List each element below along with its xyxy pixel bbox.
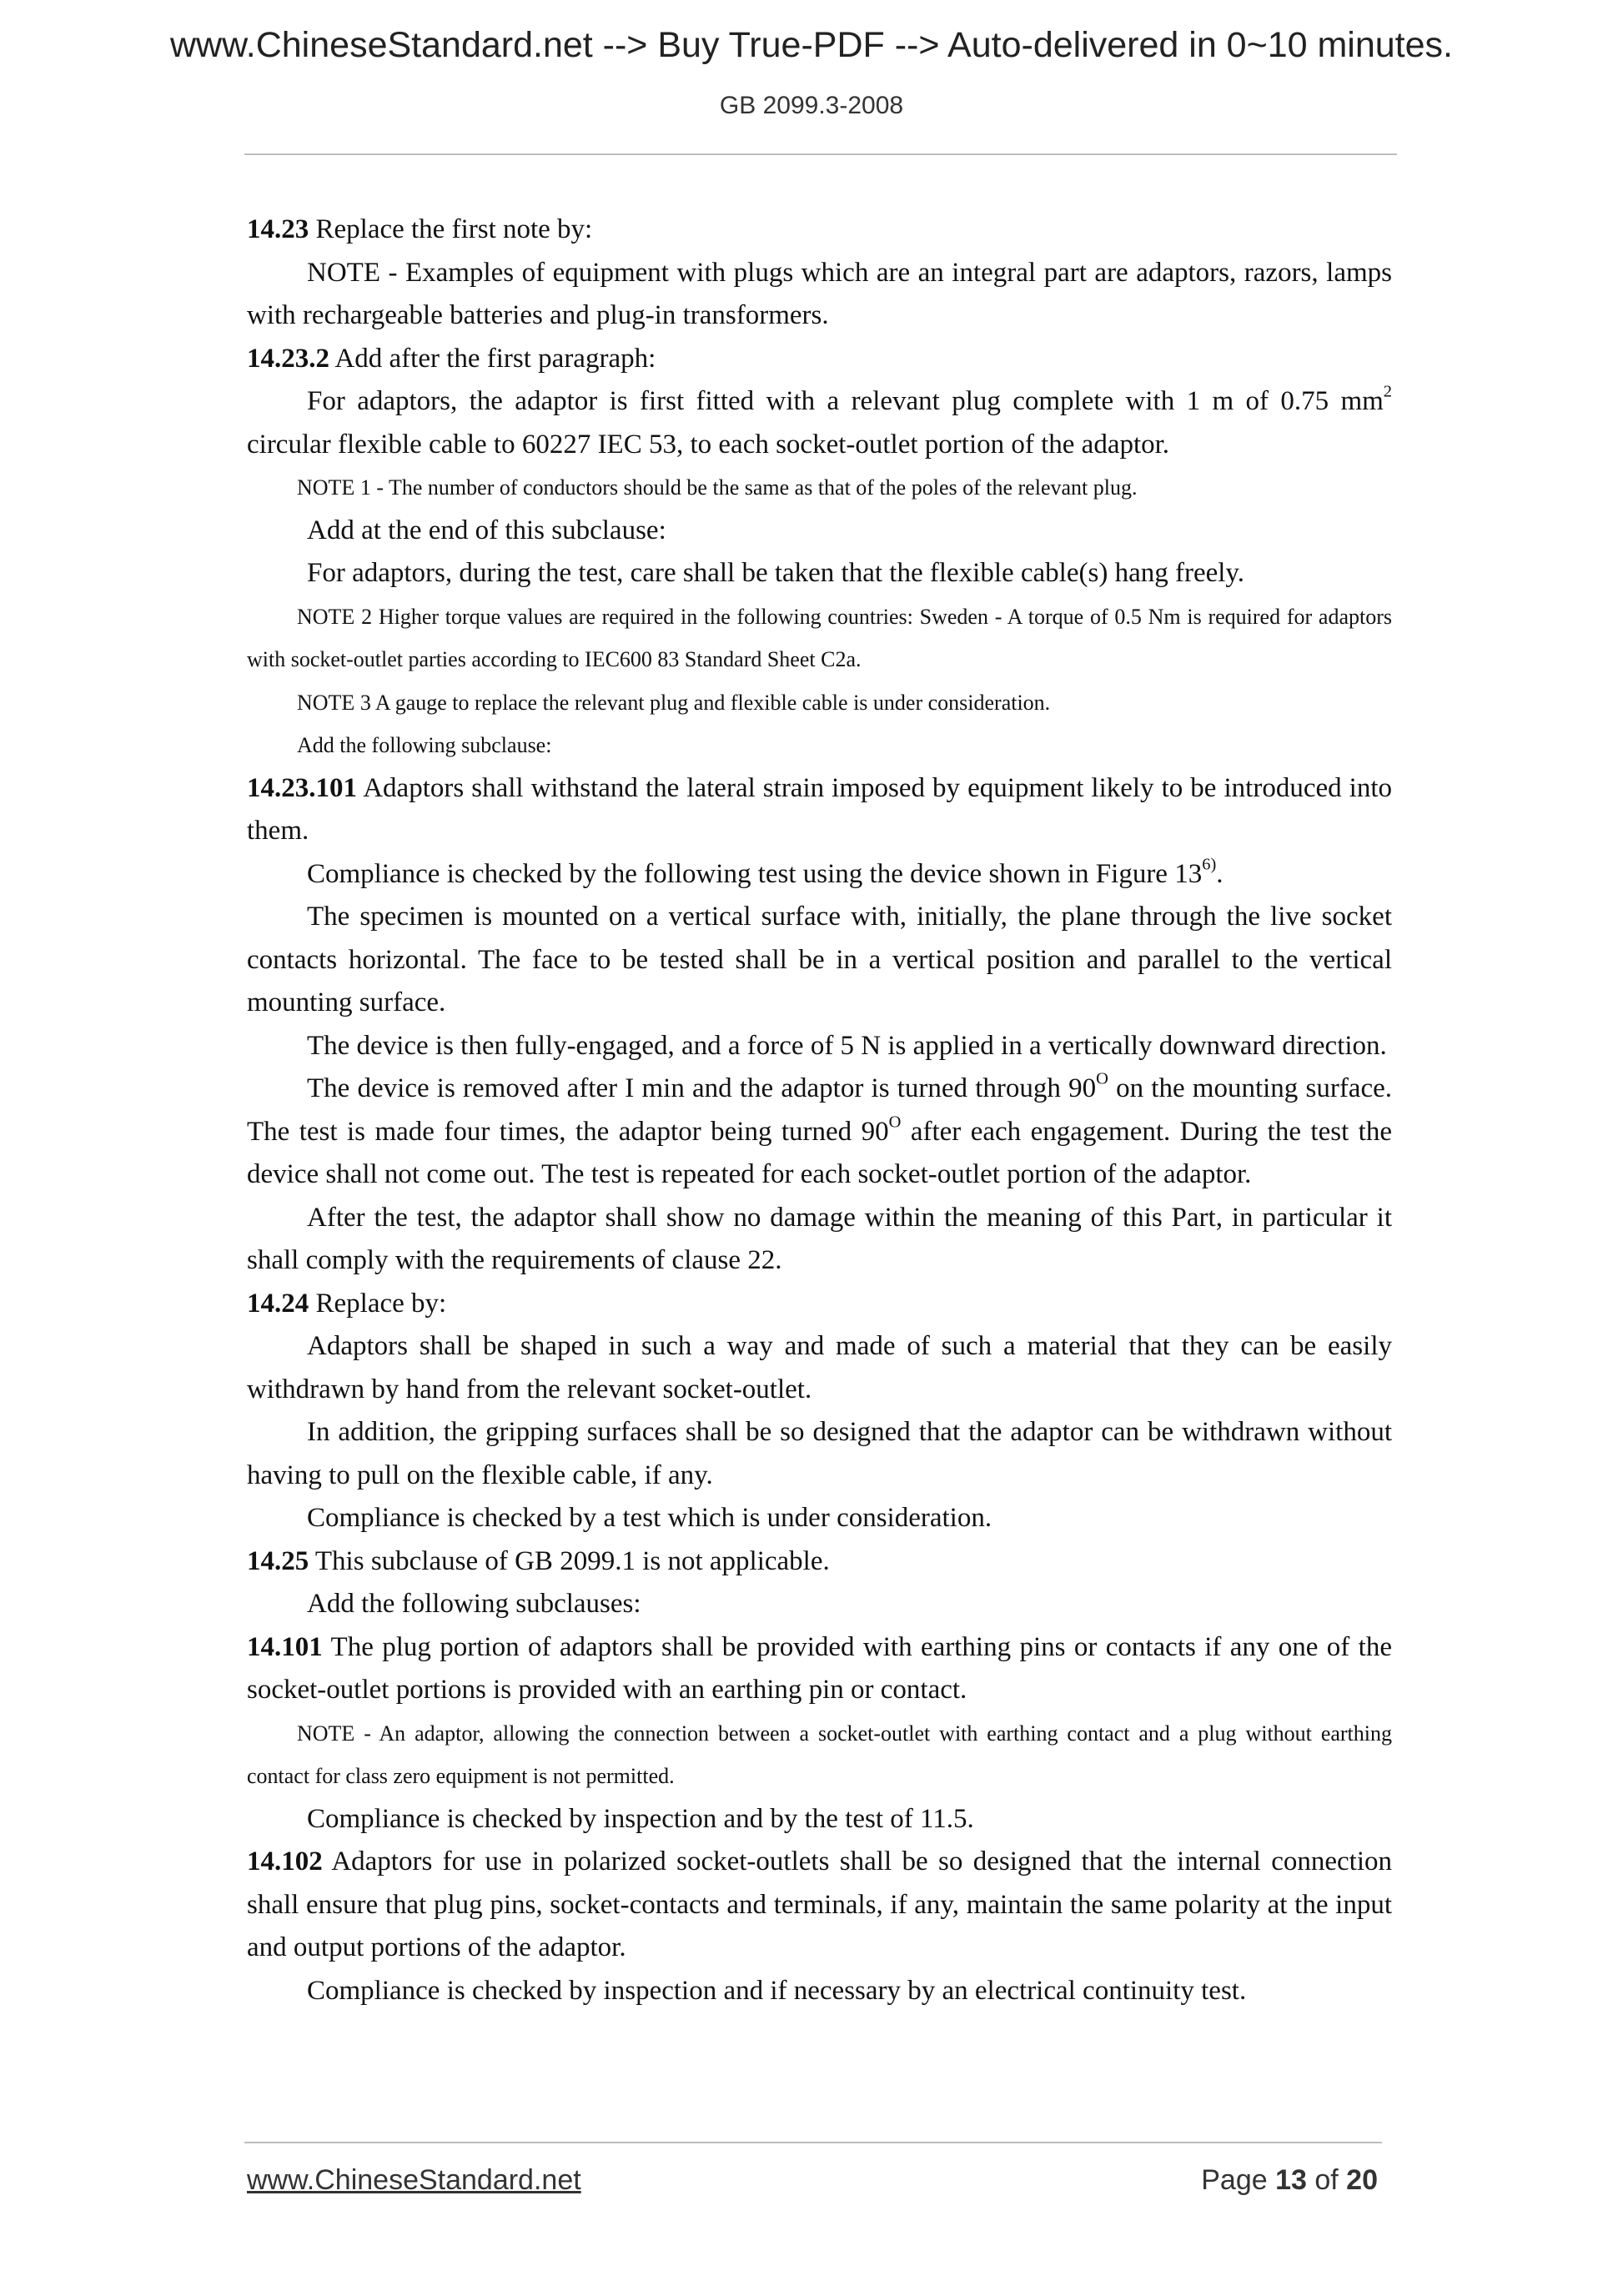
clause-number: 14.102	[247, 1846, 323, 1876]
clause-text: This subclause of GB 2099.1 is not applicable.	[309, 1545, 830, 1576]
note: NOTE - An adaptor, allowing the connection between a socket-outlet with earthing contact and a plug without earthing contact for class zero equipment is not permitted.	[247, 1721, 1392, 1788]
footnote-reference: 6)	[1202, 855, 1217, 874]
paragraph: Compliance is checked by inspection and if necessary by an electrical continuity test.	[307, 1975, 1247, 2006]
clause-text: Add after the first paragraph:	[329, 343, 656, 374]
instruction-note: Add the following subclause:	[297, 733, 552, 757]
paragraph: The device is then fully-engaged, and a force of 5 N is applied in a vertically downward direction.	[307, 1030, 1387, 1061]
paragraph: Add at the end of this subclause:	[307, 515, 666, 545]
superscript: 2	[1383, 382, 1392, 401]
page-indicator	[1201, 2163, 1378, 2197]
clause-text: Replace by:	[309, 1288, 447, 1319]
paragraph: After the test, the adaptor shall show no damage within the meaning of this Part, in particular it shall comply with the requirements of clause 22.	[247, 1202, 1392, 1275]
clause-14-23	[247, 208, 1392, 252]
superscript: O	[888, 1113, 902, 1132]
paragraph: Compliance is checked by inspection and by the test of 11.5.	[307, 1803, 974, 1834]
text-run: after each engagement. During the test the device shall not come out. The test is repeated for each socket-outlet portion of the adaptor.	[247, 1116, 1392, 1189]
clause-14-23-101	[247, 767, 1392, 853]
clause-number: 14.23	[247, 214, 309, 244]
clause-text: Adaptors shall withstand the lateral strain imposed by equipment likely to be introduced into them.	[247, 772, 1392, 846]
clause-number: 14.23.101	[247, 772, 357, 803]
clause-14-102	[247, 1841, 1392, 1970]
total-pages: 20	[1346, 2164, 1378, 2196]
page-prefix: Page	[1201, 2164, 1276, 2196]
note-2: NOTE 2 Higher torque values are required in the following countries: Sweden - A torque of 0.5 Nm is required for adaptors with socket-outlet parties according to IEC600 83 Standard Sheet C2a.	[247, 604, 1392, 671]
page-body	[247, 208, 1392, 2012]
paragraph	[247, 853, 1392, 897]
clause-text: The plug portion of adaptors shall be provided with earthing pins or contacts if any one of the socket-outlet portions is provided with an earthing pin or contact.	[247, 1631, 1392, 1705]
page-of: of	[1306, 2164, 1347, 2196]
text-run: on the mounting surface. The test is made four times, the adaptor being turned 90	[247, 1073, 1392, 1147]
text-run: For adaptors, the adaptor is first fitted with a relevant plug complete with 1 m of 0.75 mm	[307, 386, 1384, 416]
clause-14-24	[247, 1283, 1392, 1326]
paragraph: For adaptors, during the test, care shall be taken that the flexible cable(s) hang freely.	[307, 558, 1245, 588]
header-divider	[244, 153, 1397, 155]
paragraph: Compliance is checked by a test which is under consideration.	[307, 1503, 992, 1533]
clause-14-25	[247, 1540, 1392, 1584]
clause-number: 14.24	[247, 1288, 309, 1319]
footer-divider	[244, 2142, 1382, 2143]
note-1: NOTE 1 - The number of conductors should be the same as that of the poles of the relevant plug.	[297, 475, 1138, 500]
header-banner[interactable]: www.ChineseStandard.net --> Buy True-PDF --> Auto-delivered in 0~10 minutes.	[169, 25, 1453, 65]
text-run: The device is removed after I min and the adaptor is turned through 90	[307, 1073, 1097, 1103]
paragraph	[247, 380, 1392, 466]
paragraph	[247, 1068, 1392, 1197]
clause-number: 14.101	[247, 1631, 323, 1662]
clause-text: Adaptors for use in polarized socket-outlets shall be so designed that the internal connection shall ensure that plug pins, socket-contacts and terminals, if any, maintain the same polarity at the input and output portions of the adaptor.	[247, 1846, 1392, 1962]
footer-website-link[interactable]: www.ChineseStandard.net	[247, 2164, 581, 2196]
paragraph: In addition, the gripping surfaces shall be so designed that the adaptor can be withdrawn without having to pull on the flexible cable, if any.	[247, 1417, 1392, 1490]
paragraph: NOTE - Examples of equipment with plugs which are an integral part are adaptors, razors, lamps with rechargeable batteries and plug-in transformers.	[247, 257, 1392, 330]
text-run: .	[1216, 858, 1224, 889]
paragraph: Adaptors shall be shaped in such a way and made of such a material that they can be easily withdrawn by hand from the relevant socket-outlet.	[247, 1331, 1392, 1404]
note-3: NOTE 3 A gauge to replace the relevant plug and flexible cable is under consideration.	[297, 690, 1051, 715]
clause-14-101	[247, 1626, 1392, 1712]
text-run: circular flexible cable to 60227 IEC 53, to each socket-outlet portion of the adaptor.	[247, 429, 1170, 460]
superscript: O	[1096, 1069, 1108, 1088]
clause-text: Replace the first note by:	[309, 214, 593, 244]
paragraph: Add the following subclauses:	[307, 1589, 641, 1619]
clause-number: 14.23.2	[247, 343, 329, 374]
text-run: Compliance is checked by the following test using the device shown in Figure 13	[307, 858, 1203, 889]
clause-number: 14.25	[247, 1545, 309, 1576]
clause-14-23-2	[247, 338, 1392, 381]
paragraph: The specimen is mounted on a vertical surface with, initially, the plane through the live socket contacts horizontal. The face to be tested shall be in a vertical position and parallel to the vertical mounting surface.	[247, 902, 1392, 1017]
current-page: 13	[1275, 2164, 1307, 2196]
document-code: GB 2099.3-2008	[719, 92, 904, 119]
